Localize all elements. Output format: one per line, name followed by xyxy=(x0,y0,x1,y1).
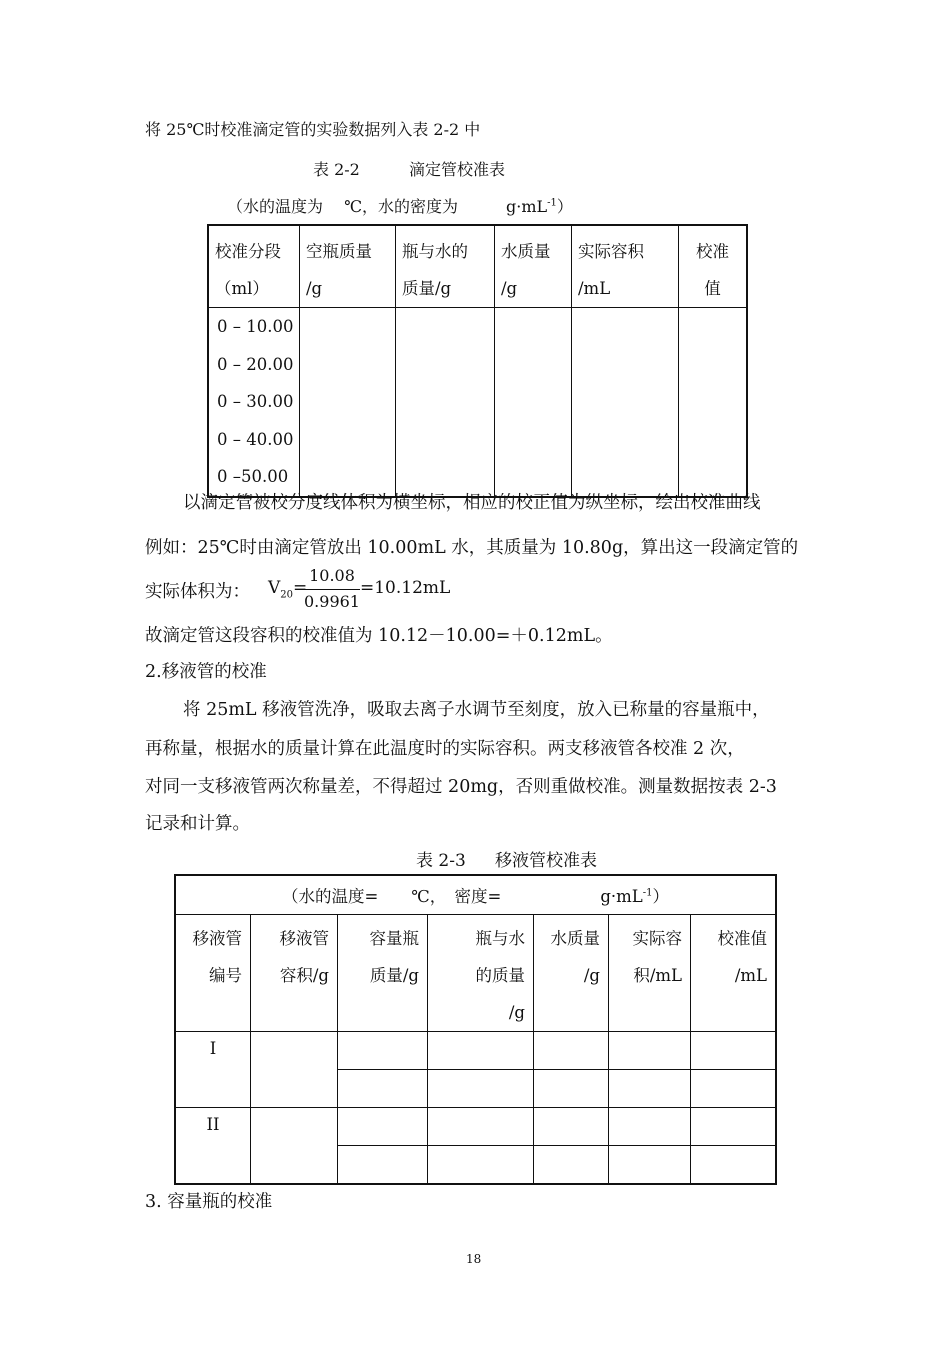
table22-header-cell: 实际容积 /mL xyxy=(572,225,679,308)
pipette-number-cell: I xyxy=(175,1032,251,1108)
table22-header-cell: 校准 值 xyxy=(679,225,748,308)
formula-fraction-line xyxy=(304,589,360,590)
table23-empty-cell xyxy=(534,1146,609,1185)
table23-empty-cell xyxy=(609,1032,691,1070)
table22-empty-cell xyxy=(495,308,572,497)
table22-header-cell: 水质量 /g xyxy=(495,225,572,308)
segment-row: 0 – 20.00 xyxy=(217,354,294,374)
table23-empty-cell xyxy=(691,1032,777,1070)
paragraph-pipette-4: 记录和计算。 xyxy=(145,814,250,834)
table23-empty-cell xyxy=(609,1108,691,1146)
table23-empty-cell xyxy=(338,1070,428,1108)
paragraph-pipette-1: 将 25mL 移液管洗净，吸取去离子水调节至刻度，放入已称量的容量瓶中， xyxy=(183,700,770,720)
table23-empty-cell xyxy=(691,1108,777,1146)
table23-empty-cell xyxy=(609,1070,691,1108)
table22-segment-cell xyxy=(208,308,300,497)
table23-empty-cell xyxy=(534,1070,609,1108)
paragraph-example: 例如：25℃时由滴定管放出 10.00mL 水，其质量为 10.80g，算出这一段滴定管的 xyxy=(145,538,799,558)
table23-header-cell: 水质量 /g xyxy=(534,915,609,1032)
table23-empty-cell xyxy=(609,1146,691,1185)
table23-empty-cell xyxy=(534,1108,609,1146)
table22-header-cell: 校准分段 （ml） xyxy=(208,225,300,308)
segment-row: 0 – 10.00 xyxy=(217,317,294,336)
formula-numerator: 10.08 xyxy=(309,566,355,585)
formula-denominator: 0.9961 xyxy=(304,592,360,611)
page-number: 18 xyxy=(466,1252,482,1266)
table22-header-cell: 瓶与水的 质量/g xyxy=(396,225,495,308)
table22-empty-cell xyxy=(572,308,679,497)
table22-title-name: 滴定管校准表 xyxy=(409,160,506,179)
section-heading-pipette: 2.移液管的校准 xyxy=(145,662,267,682)
segment-row: 0 – 30.00 xyxy=(217,392,294,411)
pipette-calibration-table xyxy=(174,874,777,1185)
table23-empty-cell xyxy=(338,1146,428,1185)
segment-row: 0 –50.00 xyxy=(217,467,289,486)
table23-empty-cell xyxy=(691,1146,777,1185)
table23-empty-cell xyxy=(338,1108,428,1146)
formula-result: =10.12mL xyxy=(360,578,451,598)
table23-title-number: 表 2-3 xyxy=(416,851,466,871)
table22-condition: （水的温度为 ℃，水的密度为 $g\cdot mL^{-1}$） xyxy=(227,197,573,216)
formula-volume-symbol: $V_{20}=$ xyxy=(268,578,308,601)
burette-calibration-table xyxy=(207,224,748,498)
table23-header-cell: 容量瓶 质量/g xyxy=(338,915,428,1032)
pipette-number-cell: II xyxy=(175,1108,251,1185)
table23-empty-cell xyxy=(691,1070,777,1108)
intro-text: 将 25℃时校准滴定管的实验数据列入表 2-2 中 xyxy=(145,120,481,139)
table22-header-cell: 空瓶质量 /g xyxy=(300,225,396,308)
table23-title-name: 移液管校准表 xyxy=(495,851,597,871)
table22-empty-cell xyxy=(300,308,396,497)
table23-empty-cell xyxy=(534,1032,609,1070)
table23-condition: （水的温度= ℃， 密度= $g\cdot mL^{-1}$） xyxy=(175,875,776,915)
table23-empty-cell xyxy=(428,1032,534,1070)
table23-empty-cell xyxy=(251,1032,338,1108)
paragraph-curve: 以滴定管被校分度线体积为横坐标，相应的校正值为纵坐标，绘出校准曲线 xyxy=(183,493,761,513)
table22-empty-cell xyxy=(679,308,748,497)
table23-header-cell: 移液管 容积/g xyxy=(251,915,338,1032)
table23-header-cell: 实际容 积/mL xyxy=(609,915,691,1032)
table23-empty-cell xyxy=(428,1146,534,1185)
paragraph-pipette-3: 对同一支移液管两次称量差，不得超过 20mg，否则重做校准。测量数据按表 2-3 xyxy=(145,777,777,797)
paragraph-correction: 故滴定管这段容积的校准值为 10.12－10.00=＋0.12mL。 xyxy=(145,626,613,646)
table22-empty-cell xyxy=(396,308,495,497)
section-heading-flask: 3. 容量瓶的校准 xyxy=(145,1192,273,1212)
table23-empty-cell xyxy=(338,1032,428,1070)
table23-header-cell: 移液管 编号 xyxy=(175,915,251,1032)
table23-header-cell: 瓶与水 的质量 /g xyxy=(428,915,534,1032)
table23-empty-cell xyxy=(428,1108,534,1146)
paragraph-pipette-2: 再称量，根据水的质量计算在此温度时的实际容积。两支移液管各校准 2 次， xyxy=(145,739,745,759)
table23-header-cell: 校准值 /mL xyxy=(691,915,777,1032)
formula-prefix: 实际体积为： xyxy=(145,582,250,602)
table23-empty-cell xyxy=(251,1108,338,1185)
segment-row: 0 – 40.00 xyxy=(217,429,294,449)
table22-title-number: 表 2-2 xyxy=(313,160,360,179)
table23-empty-cell xyxy=(428,1070,534,1108)
